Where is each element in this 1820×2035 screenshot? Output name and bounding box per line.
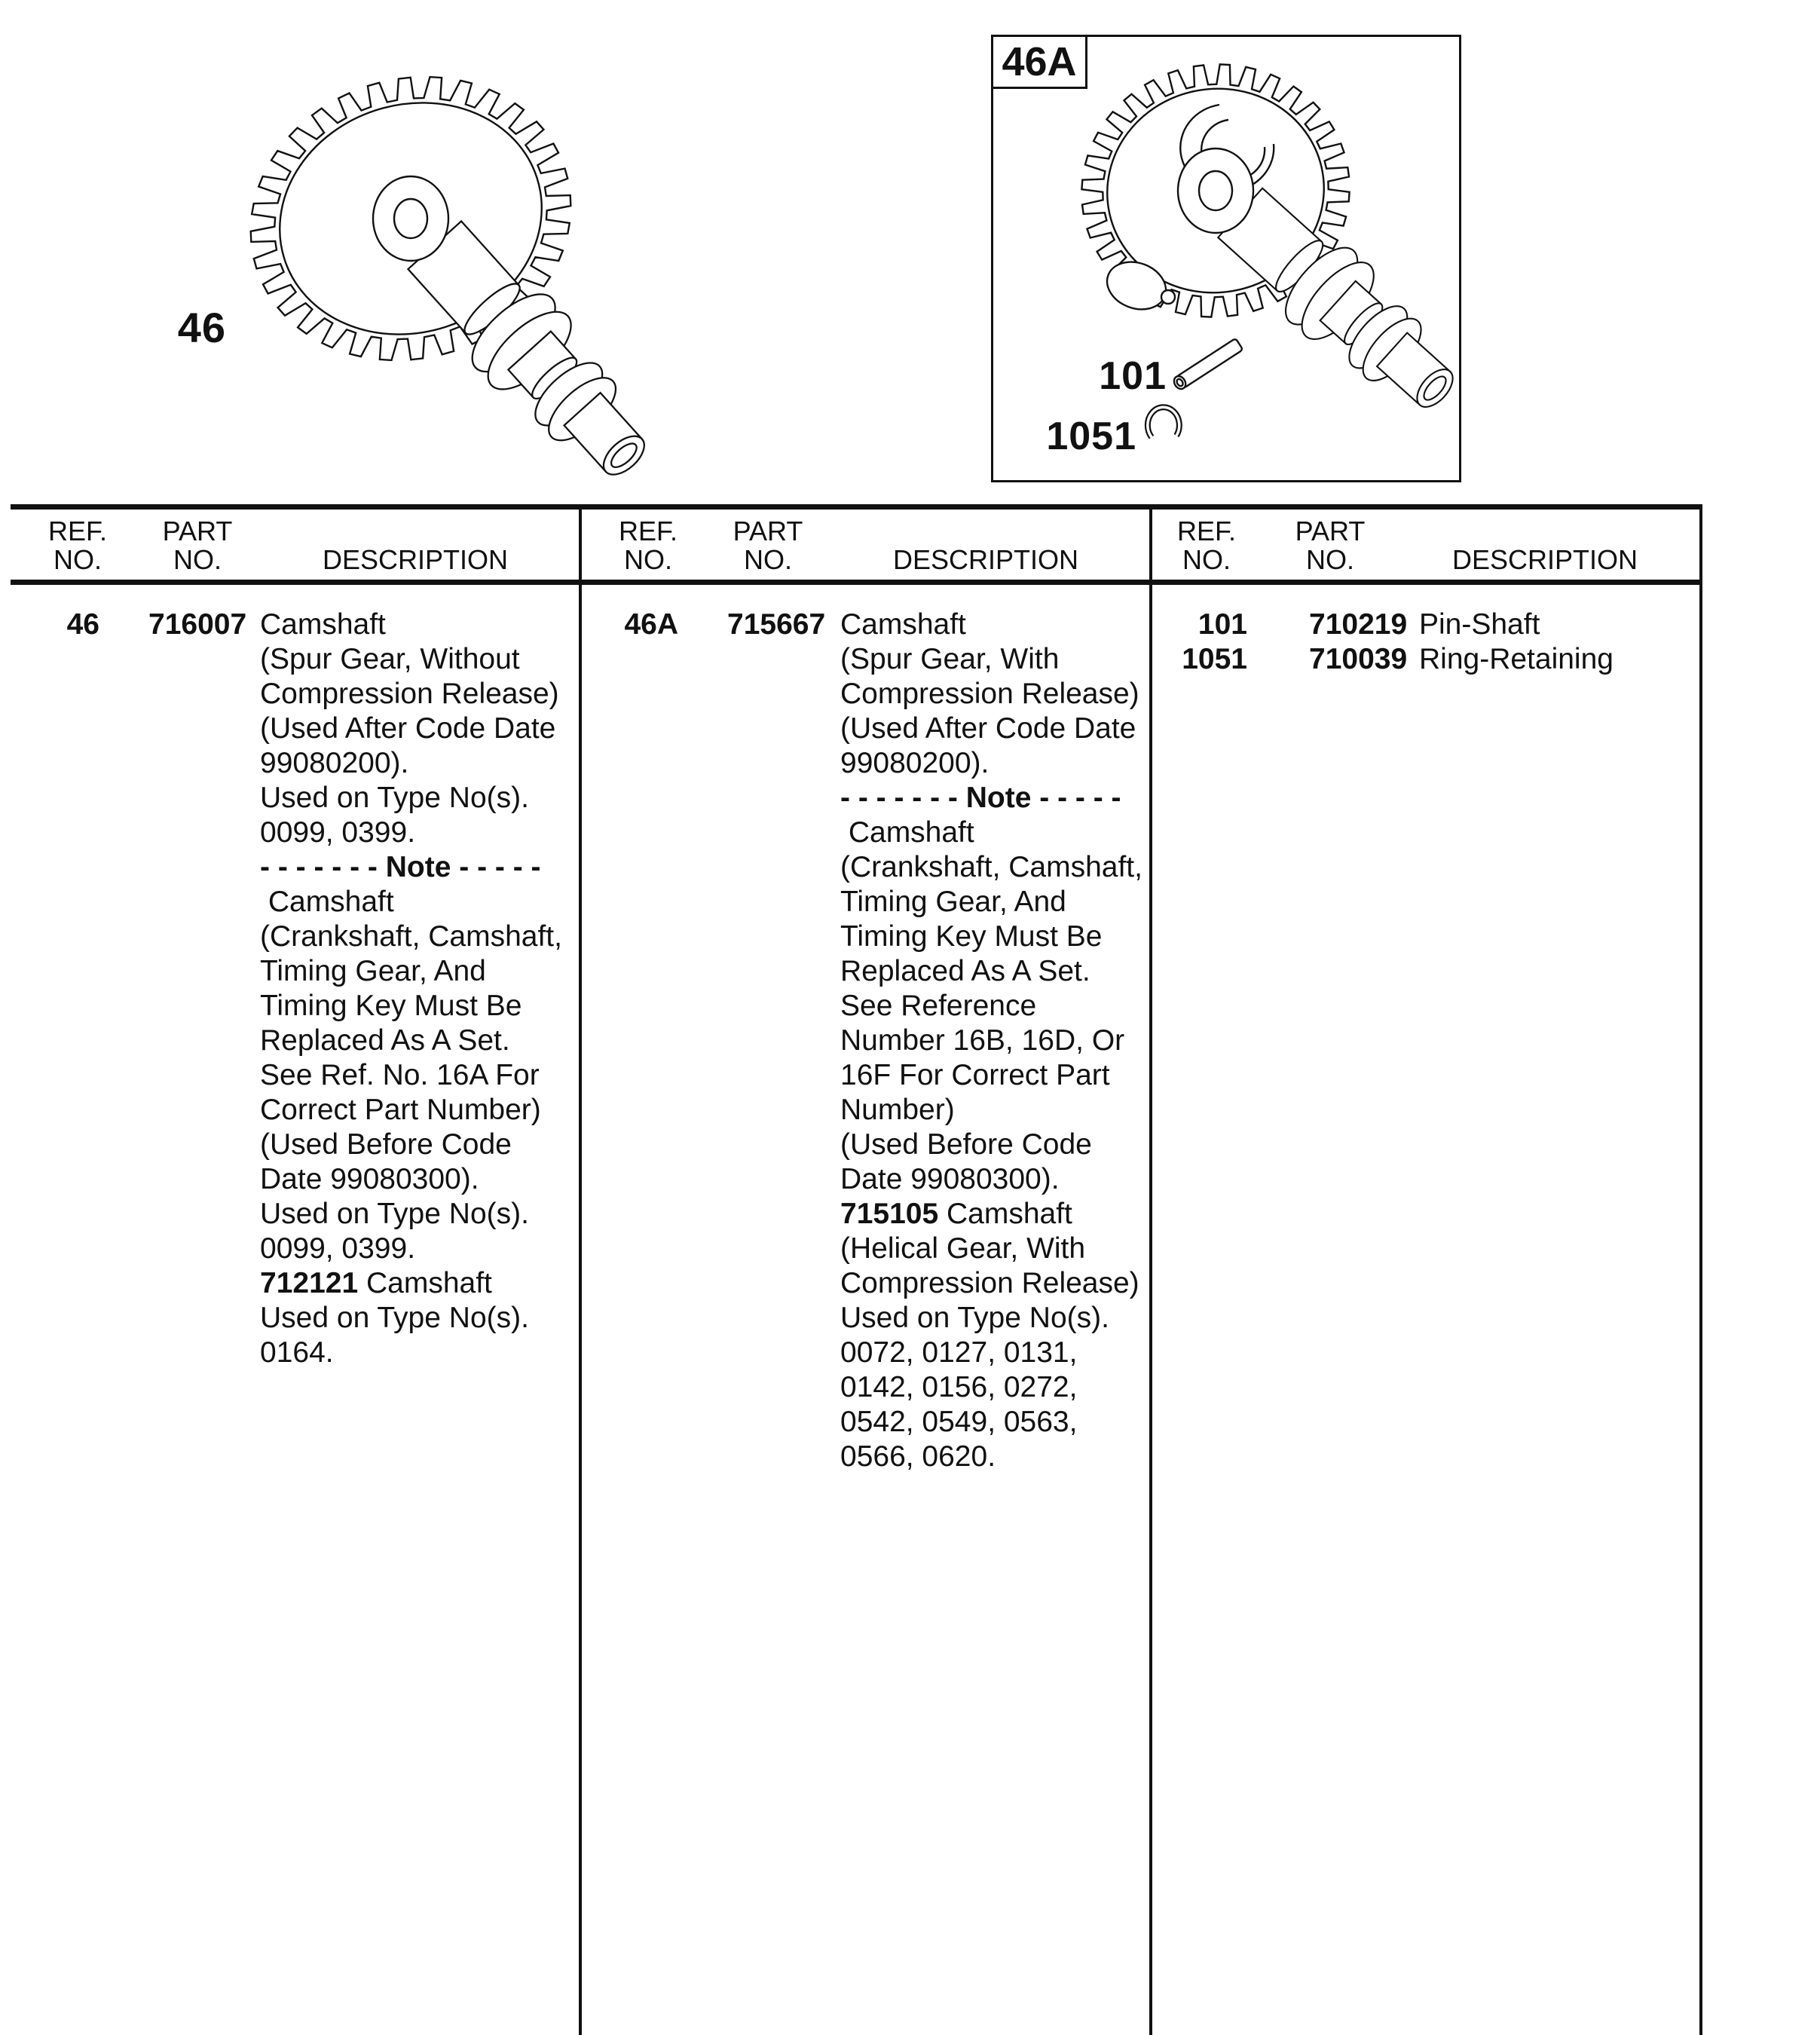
part-no: 716007 <box>148 608 247 641</box>
figure-46a-label: 46A <box>991 35 1087 89</box>
part-no: 710039 <box>1309 643 1408 675</box>
column-divider-2 <box>1149 504 1152 2035</box>
parts-column-2 <box>583 607 1146 1474</box>
header-ref-no: NO. <box>623 544 673 575</box>
header-ref: REF. <box>47 516 108 546</box>
header-part-no: NO. <box>173 544 222 575</box>
part-no: 710219 <box>1309 608 1408 641</box>
description: Ring-Retaining <box>1419 643 1614 675</box>
header-ref-no: NO. <box>53 544 102 575</box>
header-part: PART <box>1295 516 1366 546</box>
table-row <box>1153 642 1697 677</box>
parts-column-3 <box>1153 607 1697 677</box>
pin-icon <box>1172 338 1243 391</box>
table-right-rule <box>1699 504 1702 2035</box>
header-ref: REF. <box>1176 516 1237 546</box>
header-part: PART <box>162 516 233 546</box>
header-ref: REF. <box>618 516 678 546</box>
table-row <box>11 607 576 1370</box>
part-no: 715667 <box>727 608 826 641</box>
table-row <box>583 607 1146 1474</box>
ref-no: 101 <box>1198 608 1247 641</box>
description: Camshaft (Spur Gear, Without Compression Release) (Used After Code Date 99080200). Used on Type No(s). 0099, 0399. - - - - - - - Note - - - - - Camshaft (Crankshaft, Camshaft, Timing Gear, And Timing Key Must Be Replaced As A Set. See Ref. No. 16A For Correct Part Number) (Used Before Code Date 99080300). Used on Type No(s). 0099, 0399. 712121 Camshaft Used on Type No(s). 0164. <box>260 608 562 1369</box>
table-header-rule <box>11 580 1702 585</box>
retaining-ring-label: 1051 <box>1046 415 1136 458</box>
figure-46a-box <box>991 35 1461 482</box>
description: Pin-Shaft <box>1419 608 1540 641</box>
figure-46-label: 46 <box>177 304 226 351</box>
camshaft-46-illustration <box>196 38 663 505</box>
pin-label: 101 <box>1099 354 1167 398</box>
header-part-no: NO. <box>743 544 793 575</box>
ref-no: 46A <box>624 608 678 641</box>
table-row <box>1153 607 1697 642</box>
header-description: DESCRIPTION <box>322 544 509 575</box>
header-part: PART <box>733 516 803 546</box>
header-description: DESCRIPTION <box>1451 544 1638 575</box>
description: Camshaft (Spur Gear, With Compression Release) (Used After Code Date 99080200). - - - - - - - Note - - - - - Camshaft (Crankshaft, Camshaft, Timing Gear, And Timing Key Must Be Replaced As A Set. See Reference Number 16B, 16D, Or 16F For Correct Part Number) (Used Before Code Date 99080300). 715105 Camshaft (Helical Gear, With Compression Release) Used on Type No(s). 0072, 0127, 0131, 0142, 0156, 0272, 0542, 0549, 0563, 0566, 0620. <box>840 608 1142 1473</box>
header-part-no: NO. <box>1305 544 1355 575</box>
table-top-rule <box>11 504 1702 510</box>
header-description: DESCRIPTION <box>892 544 1079 575</box>
column-divider-1 <box>579 504 582 2035</box>
ref-no: 46 <box>66 608 99 641</box>
parts-column-1 <box>11 607 576 1370</box>
header-ref-no: NO. <box>1182 544 1231 575</box>
ref-no: 1051 <box>1182 643 1247 675</box>
retaining-ring-icon <box>1148 407 1179 437</box>
